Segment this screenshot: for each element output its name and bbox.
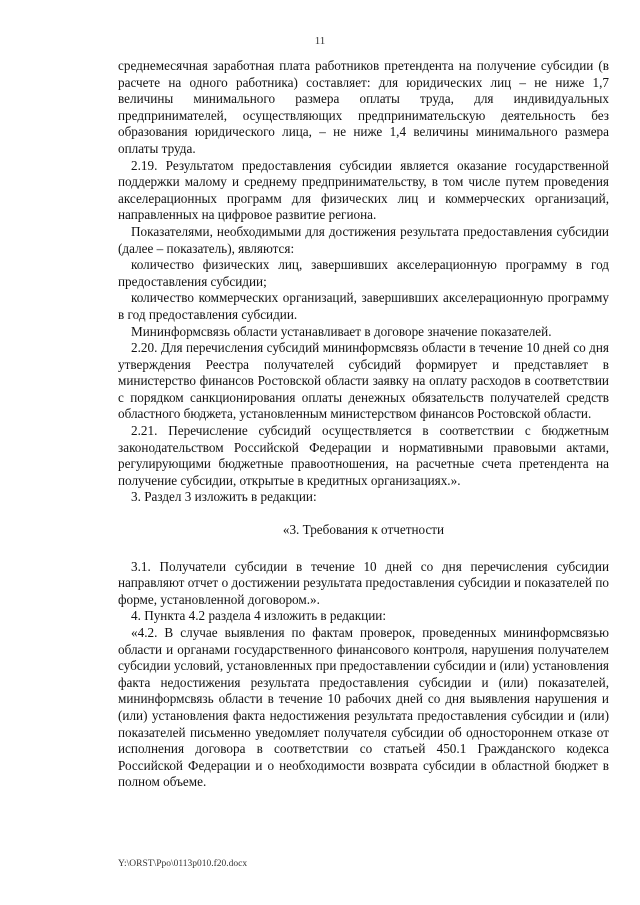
paragraph: «4.2. В случае выявления по фактам проверок, проведенных мининформсвязью области и органами государственного финансового контроля, нарушения получателем субсидии условий, установленных при предоставлении субсидии и (или) установления факта недостижения результата предоставления субсидии и (или) показателей, мининформсвязь области в течение 10 рабочих дней со дня выявления нарушения и (или) установления факта недостижения результата предоставления субсидии и (или) показателей письменно уведомляет получателя субсидии об одностороннем отказе от исполнения договора в соответствии со статьей 450.1 Гражданского кодекса Российской Федерации и о необходимости возврата субсидии в областной бюджет в полном объеме. bbox=[118, 625, 609, 790]
paragraph: 2.21. Перечисление субсидий осуществляется в соответствии с бюджетным законодательством Российской Федерации и нормативными правовыми актами, регулирующими бюджетные правоотношения, на расчетные счета претендента на получение субсидии, открытые в кредитных организациях.». bbox=[118, 423, 609, 488]
paragraph: 4. Пункта 4.2 раздела 4 изложить в редакции: bbox=[131, 608, 387, 624]
paragraph: 2.19. Результатом предоставления субсидии является оказание государственной поддержки малому и среднему предпринимательству, в том числе путем проведения акселерационных программ для физических лиц и коммерческих организаций, направленных на цифровое развитие региона. bbox=[118, 157, 609, 223]
section-heading: «3. Требования к отчетности bbox=[282, 522, 445, 538]
paragraph: количество физических лиц, завершивших акселерационную программу в год предоставления субсидии; bbox=[118, 257, 609, 289]
paragraph: 2.20. Для перечисления субсидий мининформсвязь области в течение 10 дней со дня утверждения Реестра получателей субсидий формирует и представляет в министерство финансов Ростовской области заявку на оплату расходов в соответствии с порядком санкционирования оплаты денежных обязательств получателей средств областного бюджета, установленным министерством финансов Ростовской области. bbox=[118, 340, 609, 422]
paragraph: среднемесячная заработная плата работников претендента на получение субсидии (в расчете на одного работника) составляет: для юридических лиц – не ниже 1,7 величины минимального размера оплаты труда, для индивидуальных предпринимателей, осуществляющих предпринимательскую деятельность без образования юридического лица, – не ниже 1,4 величины минимального размера оплаты труда. bbox=[118, 58, 609, 156]
file-path-footer: Y:\ORST\Ppo\0113p010.f20.docx bbox=[118, 859, 248, 869]
page-number: 11 bbox=[314, 35, 326, 47]
paragraph: 3. Раздел 3 изложить в редакции: bbox=[131, 489, 317, 505]
paragraph: Мининформсвязь области устанавливает в договоре значение показателей. bbox=[131, 323, 552, 339]
paragraph: количество коммерческих организаций, завершивших акселерационную программу в год предоставления субсидии. bbox=[118, 290, 609, 322]
document-body bbox=[118, 58, 609, 791]
paragraph: Показателями, необходимыми для достижения результата предоставления субсидии (далее – показатель), являются: bbox=[118, 223, 609, 256]
paragraph: 3.1. Получатели субсидии в течение 10 дней со дня перечисления субсидии направляют отчет о достижении результата предоставления субсидии и показателей по форме, установленной договором.». bbox=[118, 558, 609, 607]
